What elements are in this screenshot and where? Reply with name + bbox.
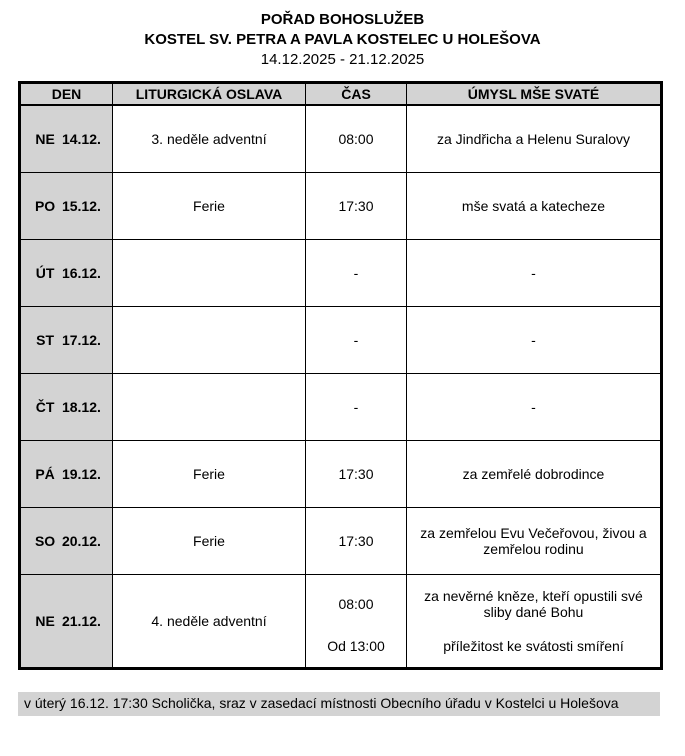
intention-cell: [407, 574, 662, 668]
celebration-cell: Ferie: [113, 172, 306, 239]
table-row: [20, 306, 662, 373]
title-block: [0, 0, 685, 70]
day-abbrev: NE: [35, 612, 55, 629]
day-cell: [20, 440, 113, 507]
intention-stack: [411, 577, 656, 665]
table-row: [20, 172, 662, 239]
column-header-day: DEN: [20, 83, 113, 106]
intention-cell: za Jindřicha a Helenu Suralovy: [407, 105, 662, 172]
time-cell: 08:00: [306, 105, 407, 172]
day-cell: [20, 507, 113, 574]
page-title: POŘAD BOHOSLUŽEB: [260, 11, 425, 28]
time-cell: 17:30: [306, 440, 407, 507]
celebration-cell: [113, 239, 306, 306]
table-row: [20, 507, 662, 574]
table-body: [20, 105, 662, 668]
table-row: [20, 239, 662, 306]
header-row: [20, 83, 662, 106]
day-cell: [20, 239, 113, 306]
time-primary: 08:00: [338, 595, 374, 612]
column-header-time: ČAS: [306, 83, 407, 106]
intention-cell: za zemřelou Evu Večeřovou, živou a zemřelou rodinu: [407, 507, 662, 574]
day-date: 20.12.: [61, 532, 101, 549]
day-abbrev: ÚT: [35, 264, 55, 281]
intention-secondary: příležitost ke svátosti smíření: [443, 637, 624, 654]
time-secondary: Od 13:00: [327, 637, 385, 654]
time-cell: -: [306, 239, 407, 306]
footer-note: v úterý 16.12. 17:30 Scholička, sraz v zasedací místnosti Obecního úřadu v Kostelci u Holešova: [18, 692, 660, 716]
day-abbrev: NE: [35, 130, 55, 147]
day-date: 16.12.: [61, 264, 101, 281]
column-header-intention: ÚMYSL MŠE SVATÉ: [407, 83, 662, 106]
intention-cell: -: [407, 373, 662, 440]
time-cell: -: [306, 373, 407, 440]
celebration-cell: 4. neděle adventní: [113, 574, 306, 668]
day-cell: [20, 105, 113, 172]
celebration-cell: [113, 373, 306, 440]
day-abbrev: SO: [34, 532, 56, 549]
day-abbrev: PO: [34, 197, 56, 214]
time-cell: -: [306, 306, 407, 373]
date-range: 14.12.2025 - 21.12.2025: [260, 51, 425, 68]
table-row: [20, 574, 662, 668]
intention-cell: -: [407, 239, 662, 306]
time-cell: 17:30: [306, 507, 407, 574]
day-date: 17.12.: [61, 331, 101, 348]
day-date: 19.12.: [61, 465, 101, 482]
celebration-cell: [113, 306, 306, 373]
time-cell: 17:30: [306, 172, 407, 239]
day-abbrev: ČT: [35, 398, 55, 415]
intention-cell: mše svatá a katecheze: [407, 172, 662, 239]
celebration-cell: 3. neděle adventní: [113, 105, 306, 172]
table-row: [20, 373, 662, 440]
table-header: [20, 83, 662, 106]
intention-primary: za nevěrné kněze, kteří opustili své sliby dané Bohu: [424, 587, 643, 620]
day-date: 18.12.: [61, 398, 101, 415]
day-date: 21.12.: [61, 612, 101, 629]
day-date: 14.12.: [61, 130, 101, 147]
day-abbrev: PÁ: [35, 465, 55, 482]
schedule-table: [18, 81, 663, 670]
celebration-cell: Ferie: [113, 440, 306, 507]
day-cell: [20, 172, 113, 239]
intention-cell: za zemřelé dobrodince: [407, 440, 662, 507]
table-row: [20, 440, 662, 507]
day-date: 15.12.: [61, 197, 101, 214]
day-cell: [20, 373, 113, 440]
day-abbrev: ST: [36, 331, 55, 348]
page-subtitle: KOSTEL SV. PETRA A PAVLA KOSTELEC U HOLEŠOVA: [144, 31, 541, 48]
time-cell: [306, 574, 407, 668]
celebration-cell: Ferie: [113, 507, 306, 574]
time-stack: [310, 577, 402, 665]
intention-cell: -: [407, 306, 662, 373]
day-cell: [20, 306, 113, 373]
column-header-celebration: LITURGICKÁ OSLAVA: [113, 83, 306, 106]
day-cell: [20, 574, 113, 668]
table-row: [20, 105, 662, 172]
